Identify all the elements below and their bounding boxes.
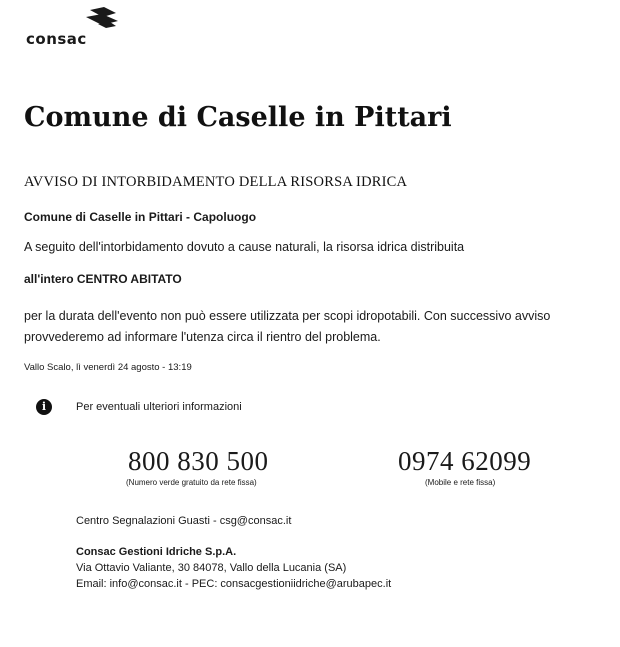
paragraph-intro: A seguito dell'intorbidamento dovuto a cause naturali, la risorsa idrica distribuita bbox=[24, 240, 465, 254]
logo-text: consac bbox=[26, 30, 87, 48]
affected-area: all'intero CENTRO ABITATO bbox=[24, 272, 182, 286]
date-line: Vallo Scalo, lì venerdì 24 agosto - 13:19 bbox=[24, 362, 192, 373]
consac-logo bbox=[26, 6, 136, 50]
toll-free-number: 800 830 500 bbox=[128, 446, 269, 476]
fault-reporting-contact: Centro Segnalazioni Guasti - csg@consac.it bbox=[76, 515, 292, 527]
mobile-note: (Mobile e rete fissa) bbox=[425, 478, 496, 487]
info-label: Per eventuali ulteriori informazioni bbox=[76, 401, 242, 413]
toll-free-note: (Numero verde gratuito da rete fissa) bbox=[126, 478, 257, 487]
paragraph-body-line1: per la durata dell'evento non può essere utilizzata per scopi idropotabili. Con successivo avviso bbox=[24, 309, 551, 323]
company-email: Email: info@consac.it - PEC: consacgestioniidriche@arubapec.it bbox=[76, 578, 392, 590]
mobile-number: 0974 62099 bbox=[398, 446, 532, 476]
company-address: Via Ottavio Valiante, 30 84078, Vallo della Lucania (SA) bbox=[76, 562, 347, 574]
location-line: Comune di Caselle in Pittari - Capoluogo bbox=[24, 210, 257, 224]
notice-subtitle: AVVISO DI INTORBIDAMENTO DELLA RISORSA IDRICA bbox=[24, 174, 408, 190]
info-icon: i bbox=[36, 399, 52, 415]
company-name: Consac Gestioni Idriche S.p.A. bbox=[76, 546, 237, 558]
page-title: Comune di Caselle in Pittari bbox=[24, 102, 452, 133]
paragraph-body-line2: provvederemo ad informare l'utenza circa il rientro del problema. bbox=[24, 330, 381, 344]
paragraph-body bbox=[24, 306, 550, 348]
wave-stripes-icon bbox=[26, 6, 136, 32]
